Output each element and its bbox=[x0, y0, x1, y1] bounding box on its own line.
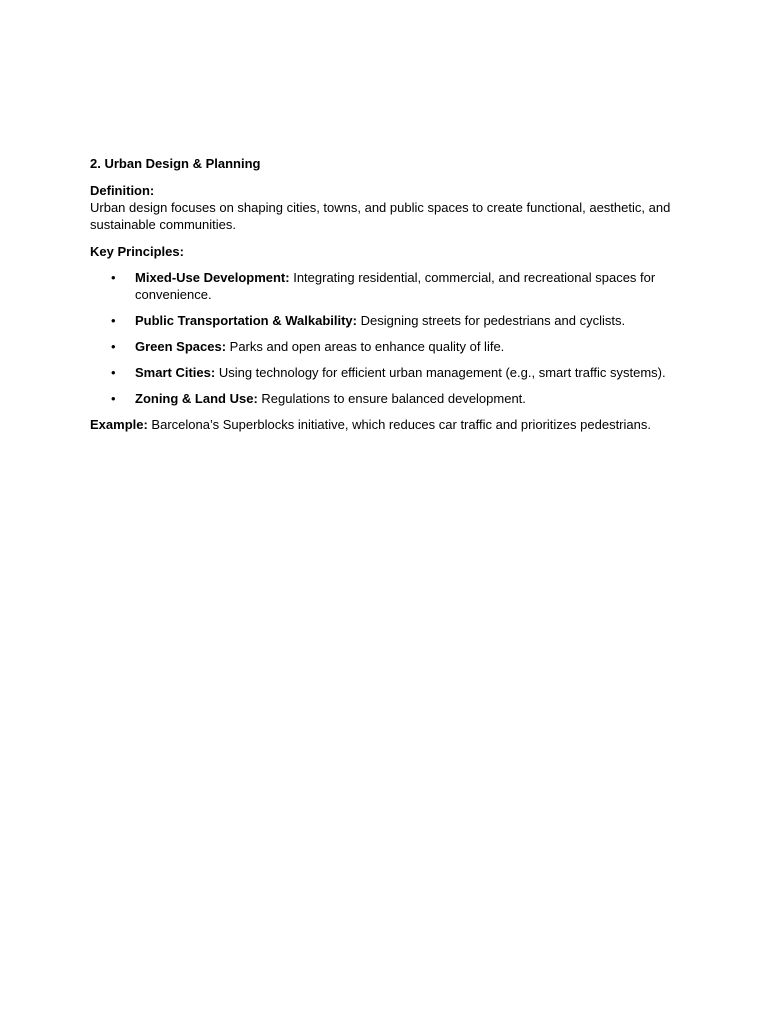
list-item bbox=[90, 364, 680, 381]
definition-label: Definition: bbox=[90, 183, 155, 198]
principle-text: Regulations to ensure balanced development. bbox=[257, 391, 526, 406]
principle-text: Integrating residential, commercial, and recreational spaces for convenience. bbox=[135, 270, 656, 302]
document-content bbox=[90, 155, 680, 433]
definition-text: Urban design focuses on shaping cities, towns, and public spaces to create functional, aesthetic, and sustainable communities. bbox=[90, 200, 671, 232]
list-item bbox=[90, 269, 680, 303]
principle-term: Zoning & Land Use: bbox=[135, 391, 258, 406]
example-label: Example: bbox=[90, 417, 148, 432]
example-text: Barcelona’s Superblocks initiative, which reduces car traffic and prioritizes pedestrians. bbox=[147, 417, 651, 432]
bullet-icon: • bbox=[111, 391, 116, 406]
principle-term: Mixed-Use Development: bbox=[135, 270, 290, 285]
principle-term: Green Spaces: bbox=[135, 339, 227, 354]
list-item bbox=[90, 338, 680, 355]
key-principles-label: Key Principles: bbox=[90, 244, 184, 259]
list-item bbox=[90, 312, 680, 329]
principle-text: Parks and open areas to enhance quality of life. bbox=[226, 339, 505, 354]
bullet-icon: • bbox=[111, 339, 116, 354]
bullet-icon: • bbox=[111, 270, 116, 285]
bullet-icon: • bbox=[111, 365, 116, 380]
key-principles-list bbox=[90, 269, 680, 407]
section-title: 2. Urban Design & Planning bbox=[90, 156, 261, 171]
list-item bbox=[90, 390, 680, 407]
principle-term: Public Transportation & Walkability: bbox=[135, 313, 357, 328]
principle-text: Using technology for efficient urban management (e.g., smart traffic systems). bbox=[215, 365, 666, 380]
principle-text: Designing streets for pedestrians and cyclists. bbox=[357, 313, 626, 328]
example-paragraph bbox=[90, 416, 680, 433]
principle-term: Smart Cities: bbox=[135, 365, 216, 380]
bullet-icon: • bbox=[111, 313, 116, 328]
